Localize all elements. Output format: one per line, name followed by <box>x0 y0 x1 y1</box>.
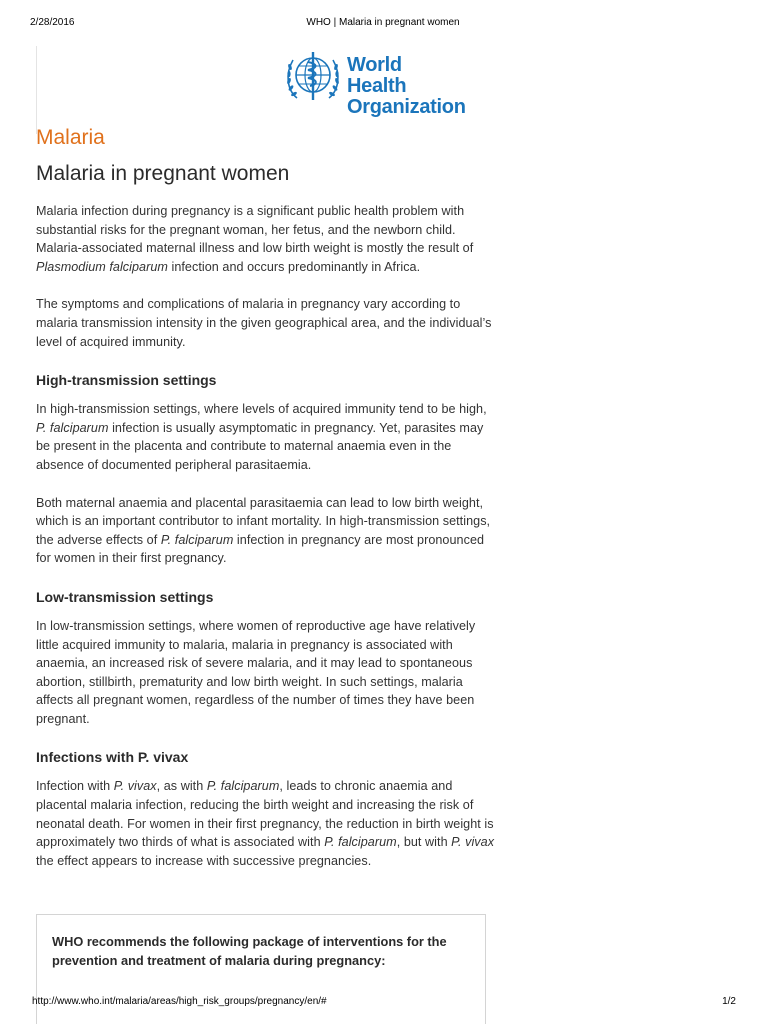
high-transmission-paragraph-1: In high-transmission settings, where levels of acquired immunity tend to be high, P. falciparum infection is usually asymptomatic in pregnancy. Yet, parasites may be present in the placenta and contribute to maternal anaemia even in the absence of documented peripheral parasitaemia. <box>36 402 487 472</box>
high-transmission-heading: High-transmission settings <box>36 372 217 389</box>
print-url[interactable]: http://www.who.int/malaria/areas/high_risk_groups/pregnancy/en/# <box>32 996 327 1007</box>
article-content <box>36 124 496 889</box>
print-page-number: 1/2 <box>722 996 736 1007</box>
who-logo[interactable] <box>283 48 466 118</box>
who-logo-text <box>347 55 466 118</box>
vivax-paragraph: Infection with P. vivax, as with P. falciparum, leads to chronic anaemia and placental malaria infection, reducing the birth weight and increasing the risk of neonatal death. For women in their first pregnancy, the reduction in birth weight is approximately two thirds of what is associated with P. falciparum, but with P. vivax the effect appears to increase with successive pregnancies. <box>36 779 495 868</box>
intro-paragraph-1: Malaria infection during pregnancy is a significant public health problem with substantial risks for the pregnant woman, her fetus, and the newborn child. Malaria-associated maternal illness and low birth weight is mostly the result of Plasmodium falciparum infection and occurs predominantly in Africa. <box>36 204 474 274</box>
section-label[interactable]: Malaria <box>36 126 105 149</box>
left-divider <box>36 46 37 134</box>
who-emblem-icon <box>283 48 343 104</box>
low-transmission-paragraph: In low-transmission settings, where women of reproductive age have relatively little acquired immunity to malaria, malaria in pregnancy is associated with anaemia, an increased risk of severe malaria, and it may lead to spontaneous abortion, stillbirth, prematurity and low birth weight. In such settings, malaria affects all pregnant women, regardless of the number of times they have been pregnant. <box>36 618 476 726</box>
high-transmission-paragraph-2: Both maternal anaemia and placental parasitaemia can lead to low birth weight, which is an important contributor to infant mortality. In high-transmission settings, the adverse effects of P. falciparum infection in pregnancy are most pronounced for women in their first pregnancy. <box>36 495 491 566</box>
vivax-heading: Infections with P. vivax <box>36 749 189 766</box>
recommendation-text: WHO recommends the following package of interventions for the prevention and treatment of malaria during pregnancy: <box>52 934 447 968</box>
print-date: 2/28/2016 <box>30 17 75 28</box>
page-title: Malaria in pregnant women <box>36 162 290 185</box>
print-page-title: WHO | Malaria in pregnant women <box>306 17 460 28</box>
print-header <box>30 17 736 31</box>
logo-line-1: World Health <box>347 54 407 97</box>
logo-line-2: Organization <box>347 96 466 118</box>
intro-paragraph-2: The symptoms and complications of malaria in pregnancy vary according to malaria transmission intensity in the given geographical area, and the individual’s level of acquired immunity. <box>36 297 492 349</box>
print-footer <box>32 996 736 1010</box>
low-transmission-heading: Low-transmission settings <box>36 588 214 605</box>
